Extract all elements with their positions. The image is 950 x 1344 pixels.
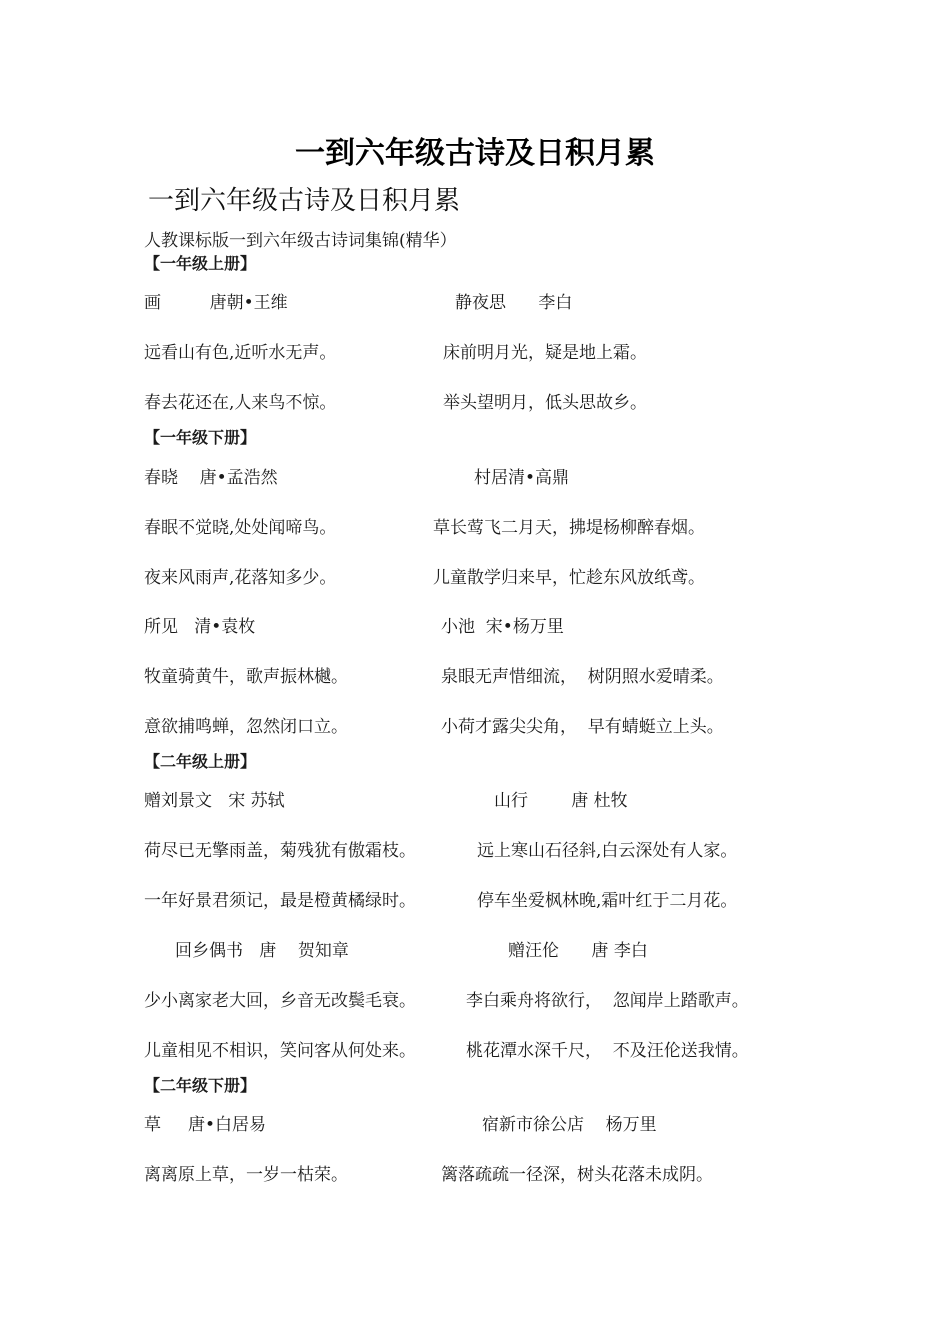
poem-line: 儿童相见不相识，笑问客从何处来。 bbox=[144, 1041, 416, 1061]
poem-line: 春去花还在,人来鸟不惊。 bbox=[144, 393, 337, 413]
poem-line: 小荷才露尖尖角， 早有蜻蜓立上头。 bbox=[441, 717, 724, 737]
poem-line: 牧童骑黄牛，歌声振林樾。 bbox=[144, 667, 348, 687]
poem-line: 离离原上草，一岁一枯荣。 bbox=[144, 1165, 348, 1185]
poem-heading-shanxing: 山行 唐 杜牧 bbox=[494, 791, 628, 811]
section-heading-grade2-down: 【二年级下册】 bbox=[144, 1076, 257, 1095]
poem-heading-huixiang: 回乡偶书 唐 贺知章 bbox=[175, 941, 349, 961]
poem-line: 举头望明月，低头思故乡。 bbox=[443, 393, 647, 413]
poem-line: 远看山有色,近听水无声。 bbox=[144, 343, 337, 363]
poem-line: 篱落疏疏一径深，树头花落未成阴。 bbox=[441, 1165, 713, 1185]
intro-text: 人教课标版一到六年级古诗词集锦(精华） bbox=[144, 231, 457, 251]
poem-heading-zengwanglun: 赠汪伦 唐 李白 bbox=[508, 941, 648, 961]
document-subtitle: 一到六年级古诗及日积月累 bbox=[148, 186, 461, 216]
poem-heading-chunxiao: 春晓 唐•孟浩然 bbox=[144, 468, 278, 488]
poem-line: 意欲捕鸣蝉，忽然闭口立。 bbox=[144, 717, 348, 737]
poem-line: 春眠不觉晓,处处闻啼鸟。 bbox=[144, 518, 337, 538]
poem-line: 夜来风雨声,花落知多少。 bbox=[144, 568, 337, 588]
section-heading-grade2-up: 【二年级上册】 bbox=[144, 752, 257, 771]
poem-heading-hua: 画 唐朝•王维 bbox=[144, 293, 288, 313]
section-heading-grade1-up: 【一年级上册】 bbox=[144, 254, 257, 273]
poem-line: 儿童散学归来早，忙趁东风放纸鸢。 bbox=[433, 568, 705, 588]
poem-line: 桃花潭水深千尺， 不及汪伦送我情。 bbox=[466, 1041, 749, 1061]
poem-line: 李白乘舟将欲行， 忽闻岸上踏歌声。 bbox=[466, 991, 749, 1011]
poem-line: 一年好景君须记，最是橙黄橘绿时。 bbox=[144, 891, 416, 911]
poem-heading-xiaochi: 小池 宋•杨万里 bbox=[441, 617, 564, 637]
document-title: 一到六年级古诗及日积月累 bbox=[295, 136, 655, 171]
poem-heading-cunju: 村居清•高鼎 bbox=[474, 468, 570, 488]
poem-heading-jingyesi: 静夜思 李白 bbox=[455, 293, 573, 313]
poem-line: 远上寒山石径斜,白云深处有人家。 bbox=[477, 841, 738, 861]
poem-heading-suxinshi: 宿新市徐公店 杨万里 bbox=[482, 1115, 657, 1135]
poem-heading-cao: 草 唐•白居易 bbox=[144, 1115, 267, 1135]
poem-line: 泉眼无声惜细流， 树阴照水爱晴柔。 bbox=[441, 667, 724, 687]
poem-line: 床前明月光，疑是地上霜。 bbox=[443, 343, 647, 363]
poem-heading-suojian: 所见 清•袁枚 bbox=[144, 617, 256, 637]
poem-line: 草长莺飞二月天，拂堤杨柳醉春烟。 bbox=[433, 518, 705, 538]
poem-line: 荷尽已无擎雨盖，菊残犹有傲霜枝。 bbox=[144, 841, 416, 861]
poem-line: 少小离家老大回，乡音无改鬓毛衰。 bbox=[144, 991, 416, 1011]
section-heading-grade1-down: 【一年级下册】 bbox=[144, 428, 257, 447]
poem-line: 停车坐爱枫林晚,霜叶红于二月花。 bbox=[477, 891, 738, 911]
poem-heading-zengliujingwen: 赠刘景文 宋 苏轼 bbox=[144, 791, 285, 811]
